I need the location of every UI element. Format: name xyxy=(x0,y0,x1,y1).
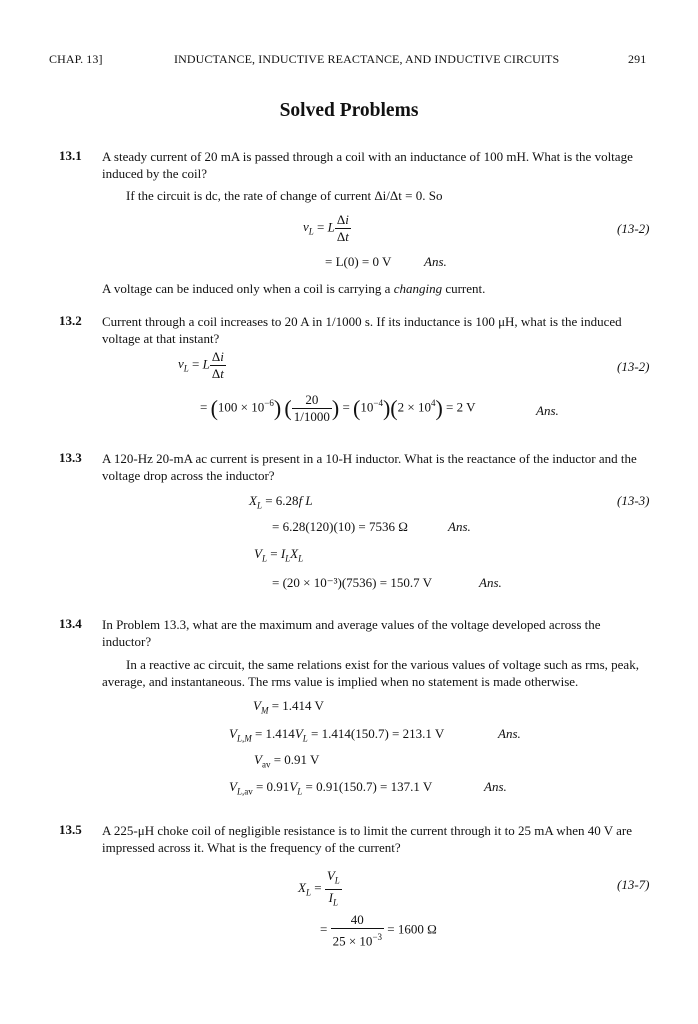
equation-xl: $X_L = 6.28f$ L xyxy=(249,493,313,511)
problem-number: 13.3 xyxy=(59,450,82,465)
answer-label: Ans. xyxy=(498,726,521,741)
problem-question: Current through a coil increases to 20 A in 1/1000 s. If its inductance is 100 μH, what is the induced voltage at that instant? xyxy=(102,314,622,346)
problem-number: 13.1 xyxy=(59,148,82,163)
problem-number: 13.2 xyxy=(59,313,82,328)
problem-question: In Problem 13.3, what are the maximum and average values of the voltage developed across the inductor? xyxy=(102,617,601,649)
answer-label: Ans. xyxy=(479,575,502,590)
answer-label: Ans. xyxy=(448,519,471,534)
equation-vm: $V_M = 1.414$ V xyxy=(253,698,324,716)
page-number: 291 xyxy=(628,52,647,66)
equation-xl-result: = 6.28(120)(10) = 7536 Ω xyxy=(272,519,408,534)
equation-result: = $\frac{40}{25 \times 10^{-3}}$ = 1600 Ω xyxy=(320,912,437,949)
equation-ref: (13-2) xyxy=(617,221,650,236)
solution-explanation: In a reactive ac circuit, the same relations exist for the various values of voltage such as rms, peak, average, and instantaneous. The rms value is implied when no statement is made otherwise. xyxy=(102,657,639,689)
answer-label: Ans. xyxy=(424,254,447,269)
equation-ref: (13-2) xyxy=(617,359,650,374)
equation-ref: (13-7) xyxy=(617,877,650,892)
section-title: Solved Problems xyxy=(279,100,419,121)
equation-vl: $V_L = I_LX_L$ xyxy=(254,546,304,564)
equation-vl: $v_L = L$ $\frac{\Delta i}{\Delta t}$ xyxy=(178,349,224,381)
equation-result: = $(100 \times 10^{-6})$ ( $\frac{20}{1/1000}$ ) = $(10^{-4})(2 \times 10^4) = 2$ V xyxy=(200,392,476,424)
problem-number: 13.5 xyxy=(59,822,82,837)
equation-vl: $v_L = L$ $\frac{\Delta i}{\Delta t}$ xyxy=(303,212,349,244)
solution-intro: If the circuit is dc, the rate of change of current Δi/Δt = 0. So xyxy=(126,188,443,203)
answer-label: Ans. xyxy=(484,779,507,794)
equation-vlav: $V_{L,av} = 0.91V_L = 0.91(150.7) = 137.1$ V xyxy=(229,779,433,797)
problem-question: A 225-μH choke coil of negligible resistance is to limit the current through it to 25 mA when 40 V are impressed across it. What is the frequency of the current? xyxy=(102,823,632,855)
equation-vl-result: = (20 × 10⁻³)(7536) = 150.7 V xyxy=(272,575,432,590)
chapter-label: CHAP. 13] xyxy=(49,52,103,66)
equation-xl: $X_L$ = $\frac{V_L}{I_L}$ xyxy=(298,868,340,908)
running-title: INDUCTANCE, INDUCTIVE REACTANCE, AND INDUCTIVE CIRCUITS xyxy=(174,52,560,66)
equation-ref: (13-3) xyxy=(617,493,650,508)
equation-vlm: $V_{L,M} = 1.414V_L = 1.414(150.7) = 213.1$ V xyxy=(229,726,445,744)
problem-question: A 120-Hz 20-mA ac current is present in a 10-H inductor. What is the reactance of the inductor and the voltage drop across the inductor? xyxy=(102,451,637,483)
answer-label: Ans. xyxy=(536,403,559,418)
solution-note: A voltage can be induced only when a coil is carrying a changing current. xyxy=(102,281,486,296)
problem-question: A steady current of 20 mA is passed through a coil with an inductance of 100 mH. What is the voltage induced by the coil? xyxy=(102,149,633,181)
equation-result: = L(0) = 0 V xyxy=(325,254,392,269)
equation-vav: $V_{av} = 0.91$ V xyxy=(254,752,320,770)
problem-number: 13.4 xyxy=(59,616,82,631)
